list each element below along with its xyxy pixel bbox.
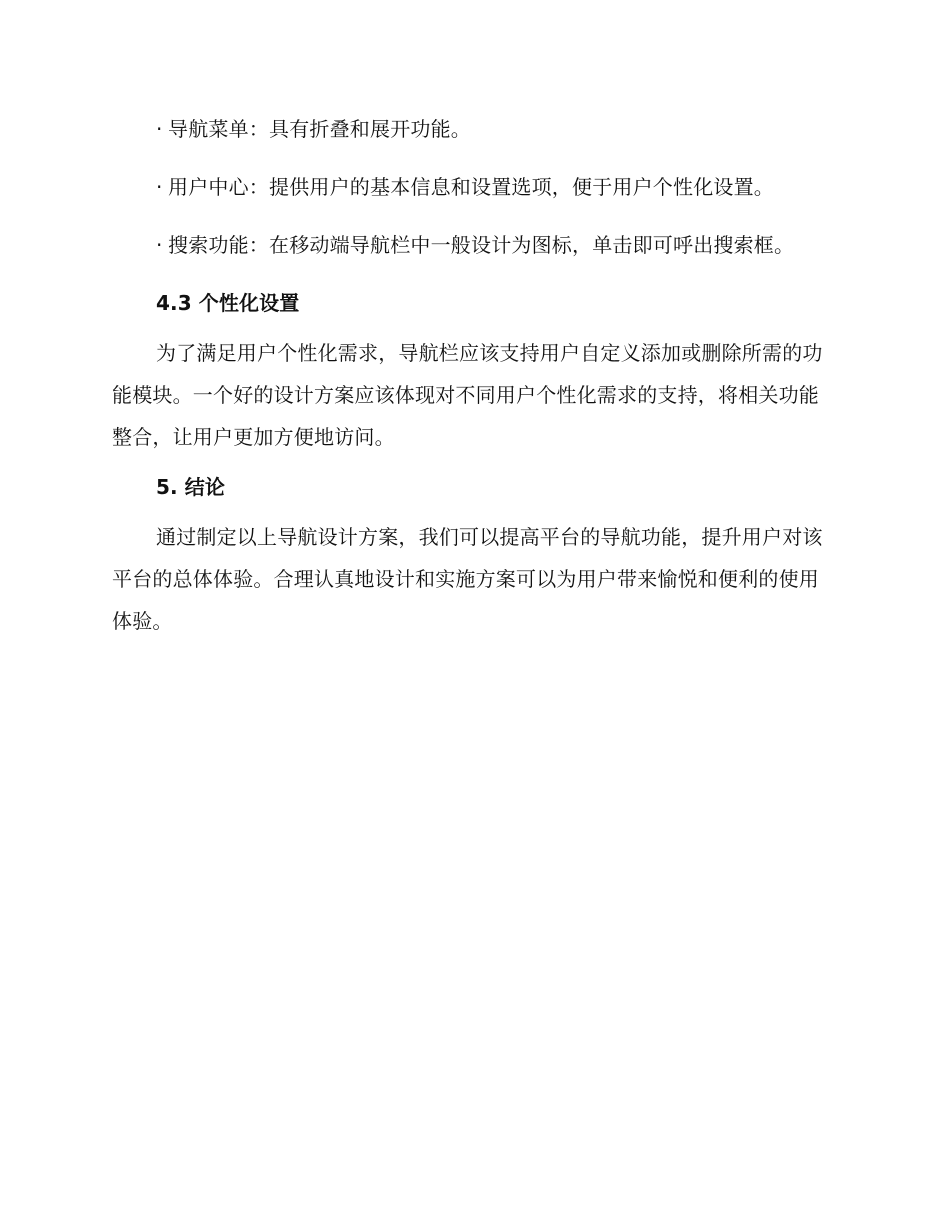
bullet-marker: · xyxy=(156,233,163,257)
bullet-item-search xyxy=(112,224,832,266)
section-heading-conclusion: 5. 结论 xyxy=(156,475,225,499)
bullet-marker: · xyxy=(156,175,163,199)
section-body-conclusion: 通过制定以上导航设计方案，我们可以提高平台的导航功能，提升用户对该平台的总体体验。合理认真地设计和实施方案可以为用户带来愉悦和便利的使用体验。 xyxy=(112,525,823,633)
bullet-marker: · xyxy=(156,117,163,141)
bullet-item-navigation-menu xyxy=(112,108,832,150)
bullet-text: 导航菜单：具有折叠和展开功能。 xyxy=(168,117,471,141)
section-body-personalization: 为了满足用户个性化需求，导航栏应该支持用户自定义添加或删除所需的功能模块。一个好的设计方案应该体现对不同用户个性化需求的支持，将相关功能整合，让用户更加方便地访问。 xyxy=(112,341,823,449)
document-content xyxy=(112,108,832,642)
bullet-item-user-center xyxy=(112,166,832,208)
bullet-text: 搜索功能：在移动端导航栏中一般设计为图标，单击即可呼出搜索框。 xyxy=(168,233,795,257)
spacer xyxy=(112,324,832,332)
spacer xyxy=(112,458,832,466)
bullet-text: 用户中心：提供用户的基本信息和设置选项，便于用户个性化设置。 xyxy=(168,175,774,199)
spacer xyxy=(112,508,832,516)
section-heading-personalization: 4.3 个性化设置 xyxy=(156,291,300,315)
